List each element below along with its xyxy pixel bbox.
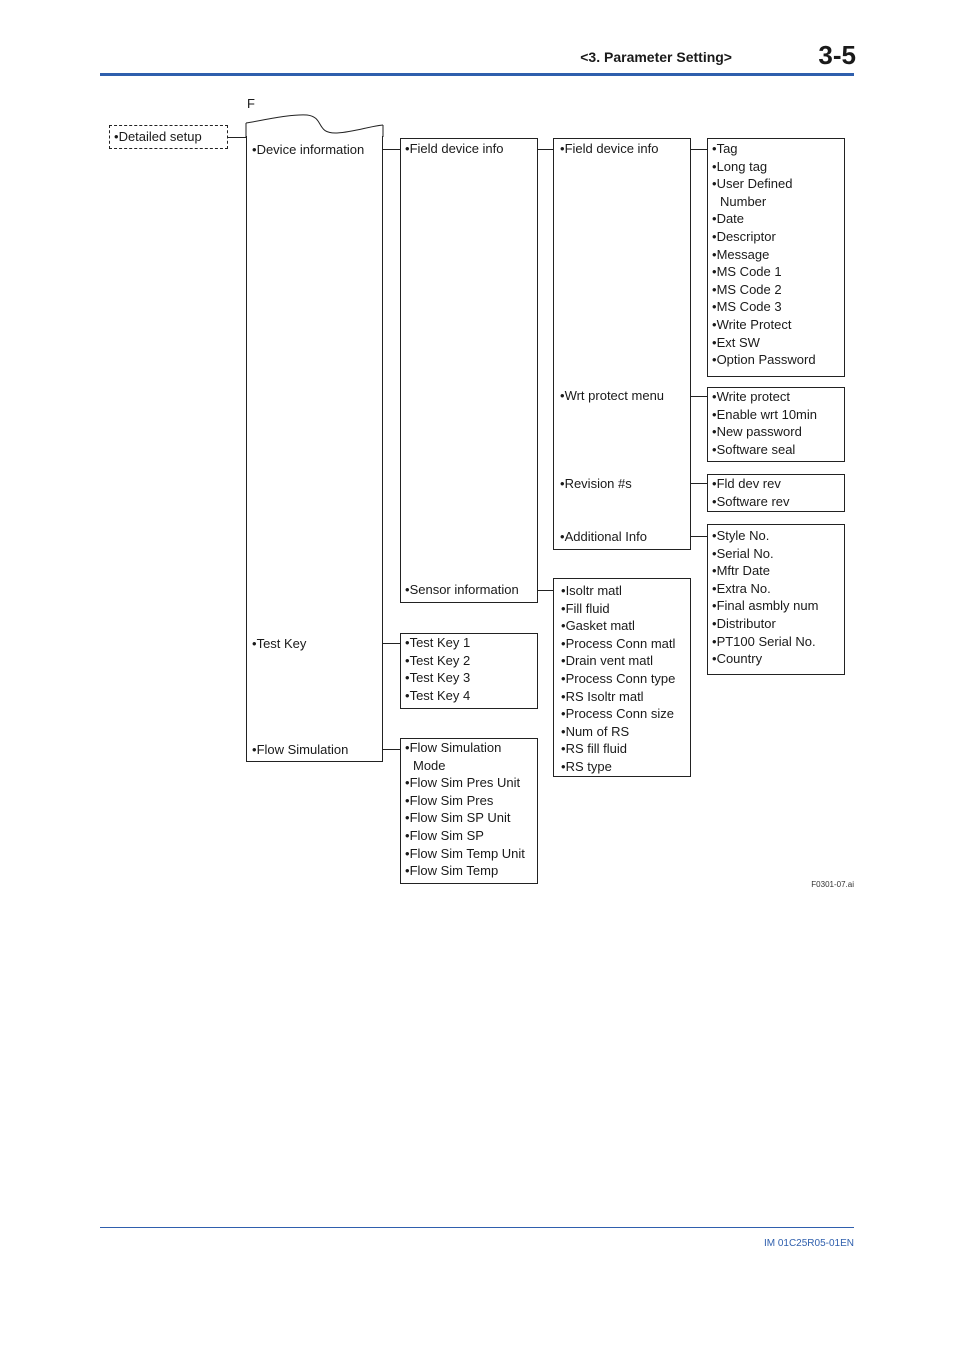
l2-field-device-info-item: • Field device info — [401, 141, 504, 156]
flow-simulation-item: • Flow Simulation — [248, 742, 348, 757]
connector-flow-sim — [383, 749, 400, 750]
sensor-items-list — [557, 582, 675, 776]
level1-wavy-top — [245, 112, 385, 137]
list-item: • Software rev — [708, 493, 790, 511]
list-item: • Flow Sim Pres Unit — [401, 774, 525, 792]
l2-sensor-information-item: • Sensor information — [401, 582, 519, 597]
list-item: • Ext SW — [708, 334, 816, 352]
list-item: • Descriptor — [708, 228, 816, 246]
list-item: • Mftr Date — [708, 562, 818, 580]
list-item: • Flow Sim Temp — [401, 862, 525, 880]
list-item: • Process Conn matl — [557, 635, 675, 653]
connector-l4-additional — [691, 536, 707, 537]
connector-l4-revision — [691, 483, 707, 484]
write-protect-items-box — [707, 387, 845, 462]
list-item: • MS Code 1 — [708, 263, 816, 281]
footer-rule — [100, 1227, 854, 1228]
list-item: • Process Conn size — [557, 705, 675, 723]
page-number: 3-5 — [818, 40, 856, 70]
flow-sim-list — [401, 739, 525, 880]
list-item: • Date — [708, 210, 816, 228]
connector-device-info — [383, 149, 400, 150]
device-information-item: • Device information — [248, 142, 364, 157]
figure-code: F0301-07.ai — [811, 880, 854, 889]
connector-test-key — [383, 643, 400, 644]
list-item: • MS Code 3 — [708, 298, 816, 316]
list-item: • MS Code 2 — [708, 281, 816, 299]
list-item: • Style No. — [708, 527, 818, 545]
list-item: • Distributor — [708, 615, 818, 633]
level1-box — [246, 136, 383, 762]
list-item: • Software seal — [708, 441, 817, 459]
list-item: • Test Key 1 — [401, 634, 470, 652]
list-item: • Write protect — [708, 388, 817, 406]
list-item: • Flow Sim Pres — [401, 792, 525, 810]
list-item: • RS fill fluid — [557, 740, 675, 758]
detailed-setup-label: • Detailed setup — [110, 129, 202, 144]
l3-revision-item: • Revision #s — [556, 476, 632, 491]
connector-field-device-info — [538, 149, 553, 150]
list-item: • Test Key 4 — [401, 687, 470, 705]
list-item: • Fld dev rev — [708, 475, 790, 493]
list-item: • Tag — [708, 140, 816, 158]
list-item: • Fill fluid — [557, 600, 675, 618]
connector-sensor-info — [538, 590, 553, 591]
list-item: • Enable wrt 10min — [708, 406, 817, 424]
detailed-setup-box — [109, 125, 228, 149]
list-item: • PT100 Serial No. — [708, 633, 818, 651]
list-item: • Country — [708, 650, 818, 668]
connector-l4-field-device — [691, 149, 707, 150]
sensor-items-box — [553, 578, 691, 777]
revision-items-box — [707, 474, 845, 512]
test-keys-box — [400, 633, 538, 709]
list-item: • Num of RS — [557, 723, 675, 741]
l3-wrt-protect-menu-item: • Wrt protect menu — [556, 388, 664, 403]
figure-letter: F — [247, 96, 255, 111]
connector-root — [228, 137, 247, 138]
list-item: • Flow Sim SP — [401, 827, 525, 845]
list-item: • Serial No. — [708, 545, 818, 563]
list-item: • Long tag — [708, 158, 816, 176]
level2-device-info-box — [400, 138, 538, 603]
list-item: • Write Protect — [708, 316, 816, 334]
l3-field-device-info-item: • Field device info — [556, 141, 659, 156]
additional-info-items-list — [708, 527, 818, 668]
header-rule — [100, 73, 854, 76]
l3-additional-info-item: • Additional Info — [556, 529, 647, 544]
list-item: • User Defined Number — [708, 175, 816, 210]
list-item: • Final asmbly num — [708, 597, 818, 615]
list-item: • RS Isoltr matl — [557, 688, 675, 706]
list-item: • Gasket matl — [557, 617, 675, 635]
list-item: • Flow Simulation Mode — [401, 739, 525, 774]
document-code: IM 01C25R05-01EN — [763, 1238, 854, 1249]
revision-items-list — [708, 475, 790, 510]
field-device-items-box — [707, 138, 845, 377]
list-item: • Drain vent matl — [557, 652, 675, 670]
list-item: • Test Key 3 — [401, 669, 470, 687]
test-key-item: • Test Key — [248, 636, 306, 651]
list-item: • Option Password — [708, 351, 816, 369]
list-item: • Test Key 2 — [401, 652, 470, 670]
list-item: • Isoltr matl — [557, 582, 675, 600]
list-item: • Flow Sim SP Unit — [401, 809, 525, 827]
list-item: • Flow Sim Temp Unit — [401, 845, 525, 863]
list-item: • New password — [708, 423, 817, 441]
list-item: • Extra No. — [708, 580, 818, 598]
list-item: • Message — [708, 246, 816, 264]
list-item: • RS type — [557, 758, 675, 776]
flow-sim-box — [400, 738, 538, 884]
test-keys-list — [401, 634, 470, 704]
additional-info-items-box — [707, 524, 845, 675]
section-title: <3. Parameter Setting> — [580, 49, 732, 65]
field-device-items-list — [708, 140, 816, 369]
list-item: • Process Conn type — [557, 670, 675, 688]
write-protect-items-list — [708, 388, 817, 458]
connector-l4-write-protect — [691, 396, 707, 397]
